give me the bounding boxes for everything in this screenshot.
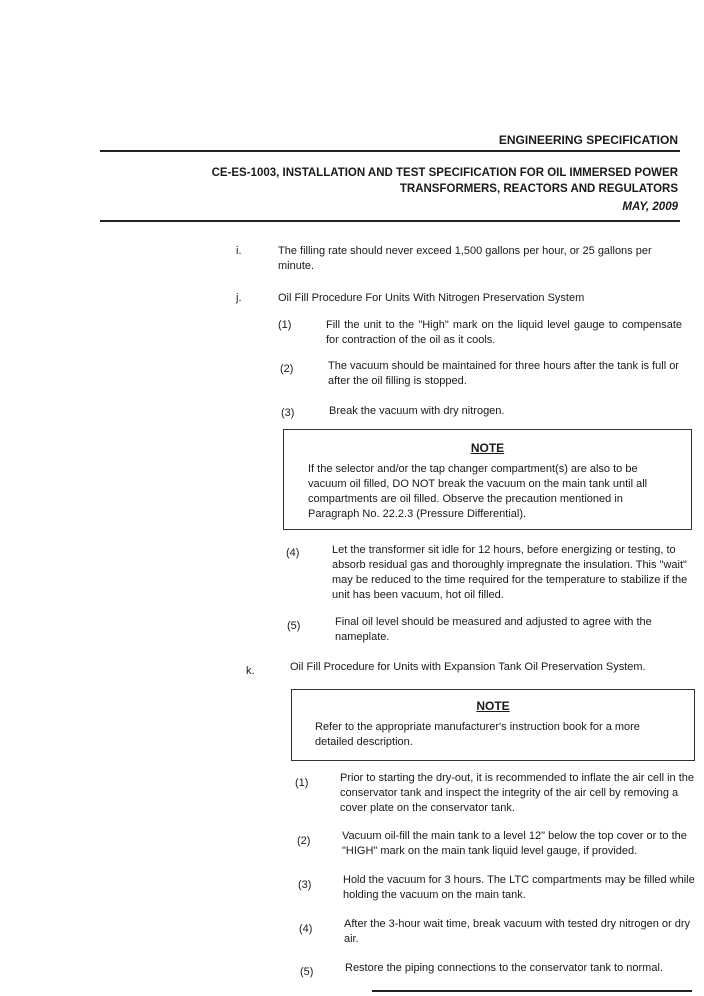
- doc-title-line-1: CE-ES-1003, INSTALLATION AND TEST SPECIFICATION FOR OIL IMMERSED POWER: [211, 167, 678, 179]
- item-j-step-3-text: Break the vacuum with dry nitrogen.: [329, 405, 505, 417]
- item-j-step-5-num: (5): [287, 620, 301, 632]
- item-j-step-4-num: (4): [286, 547, 300, 559]
- item-j-heading: Oil Fill Procedure For Units With Nitrogen Preservation System: [278, 292, 585, 304]
- item-j-letter: j.: [236, 292, 242, 304]
- item-j-step-2-num: (2): [280, 363, 294, 375]
- footer-rule: [372, 990, 692, 992]
- item-k-step-1-num: (1): [295, 777, 309, 789]
- item-k-step-5-text: Restore the piping connections to the conservator tank to normal.: [345, 962, 663, 974]
- item-j-step-1-num: (1): [278, 319, 292, 331]
- item-j-step-5-text: Final oil level should be measured and adjusted to agree with the nameplate.: [335, 616, 652, 643]
- doc-type-heading: ENGINEERING SPECIFICATION: [498, 133, 678, 147]
- doc-date: MAY, 2009: [622, 201, 678, 213]
- item-i-letter: i.: [236, 245, 242, 257]
- item-k-step-5-num: (5): [300, 966, 314, 978]
- header-top-rule: [100, 150, 680, 152]
- header-bottom-rule: [100, 220, 680, 222]
- item-j-step-4-text: Let the transformer sit idle for 12 hours, before energizing or testing, to absorb residual gas and thoroughly impregnate the insulation. This "wait" may be reduced to the time required for the temperature to stabilize if the unit has been vacuum, hot oil filled.: [332, 544, 688, 601]
- item-k-step-2-text: Vacuum oil-fill the main tank to a level 12" below the top cover or to the "HIGH" mark on the main tank liquid level gauge, if provided.: [342, 830, 687, 857]
- item-k-note-box: [291, 689, 695, 761]
- item-j-step-2-text: The vacuum should be maintained for three hours after the tank is full or after the oil filling is stopped.: [328, 360, 679, 387]
- item-k-letter: k.: [246, 665, 255, 677]
- item-k-note-text: Refer to the appropriate manufacturer's instruction book for a more detailed description.: [315, 721, 640, 748]
- item-j-note-text: If the selector and/or the tap changer compartment(s) are also to be vacuum oil filled, DO NOT break the vacuum on the main tank until all compartments are oil filled. Observe the precaution mentioned in Paragraph No. 22.2.3 (Pressure Differential).: [308, 463, 648, 520]
- item-k-step-4-text: After the 3-hour wait time, break vacuum with tested dry nitrogen or dry air.: [344, 918, 691, 945]
- item-j-note-title: NOTE: [470, 441, 505, 455]
- item-j-step-3-num: (3): [281, 407, 295, 419]
- item-j-step-1-text: Fill the unit to the "High" mark on the liquid level gauge to compensate for contraction of the oil as it cools.: [326, 319, 682, 346]
- item-k-step-2-num: (2): [297, 835, 311, 847]
- item-i-text: The filling rate should never exceed 1,500 gallons per hour, or 25 gallons per minute.: [278, 245, 652, 272]
- item-k-step-3-text: Hold the vacuum for 3 hours. The LTC compartments may be filled while holding the vacuum on the main tank.: [343, 874, 695, 901]
- item-k-note-title: NOTE: [476, 699, 510, 713]
- doc-title-line-2: TRANSFORMERS, REACTORS AND REGULATORS: [399, 183, 678, 195]
- item-k-heading: Oil Fill Procedure for Units with Expansion Tank Oil Preservation System.: [290, 661, 646, 673]
- item-k-step-3-num: (3): [298, 879, 312, 891]
- item-j-note-box: [283, 429, 692, 530]
- item-k-step-4-num: (4): [299, 923, 313, 935]
- item-k-step-1-text: Prior to starting the dry-out, it is recommended to inflate the air cell in the conservator tank and inspect the integrity of the air cell by removing a cover plate on the conservator tank.: [340, 772, 694, 814]
